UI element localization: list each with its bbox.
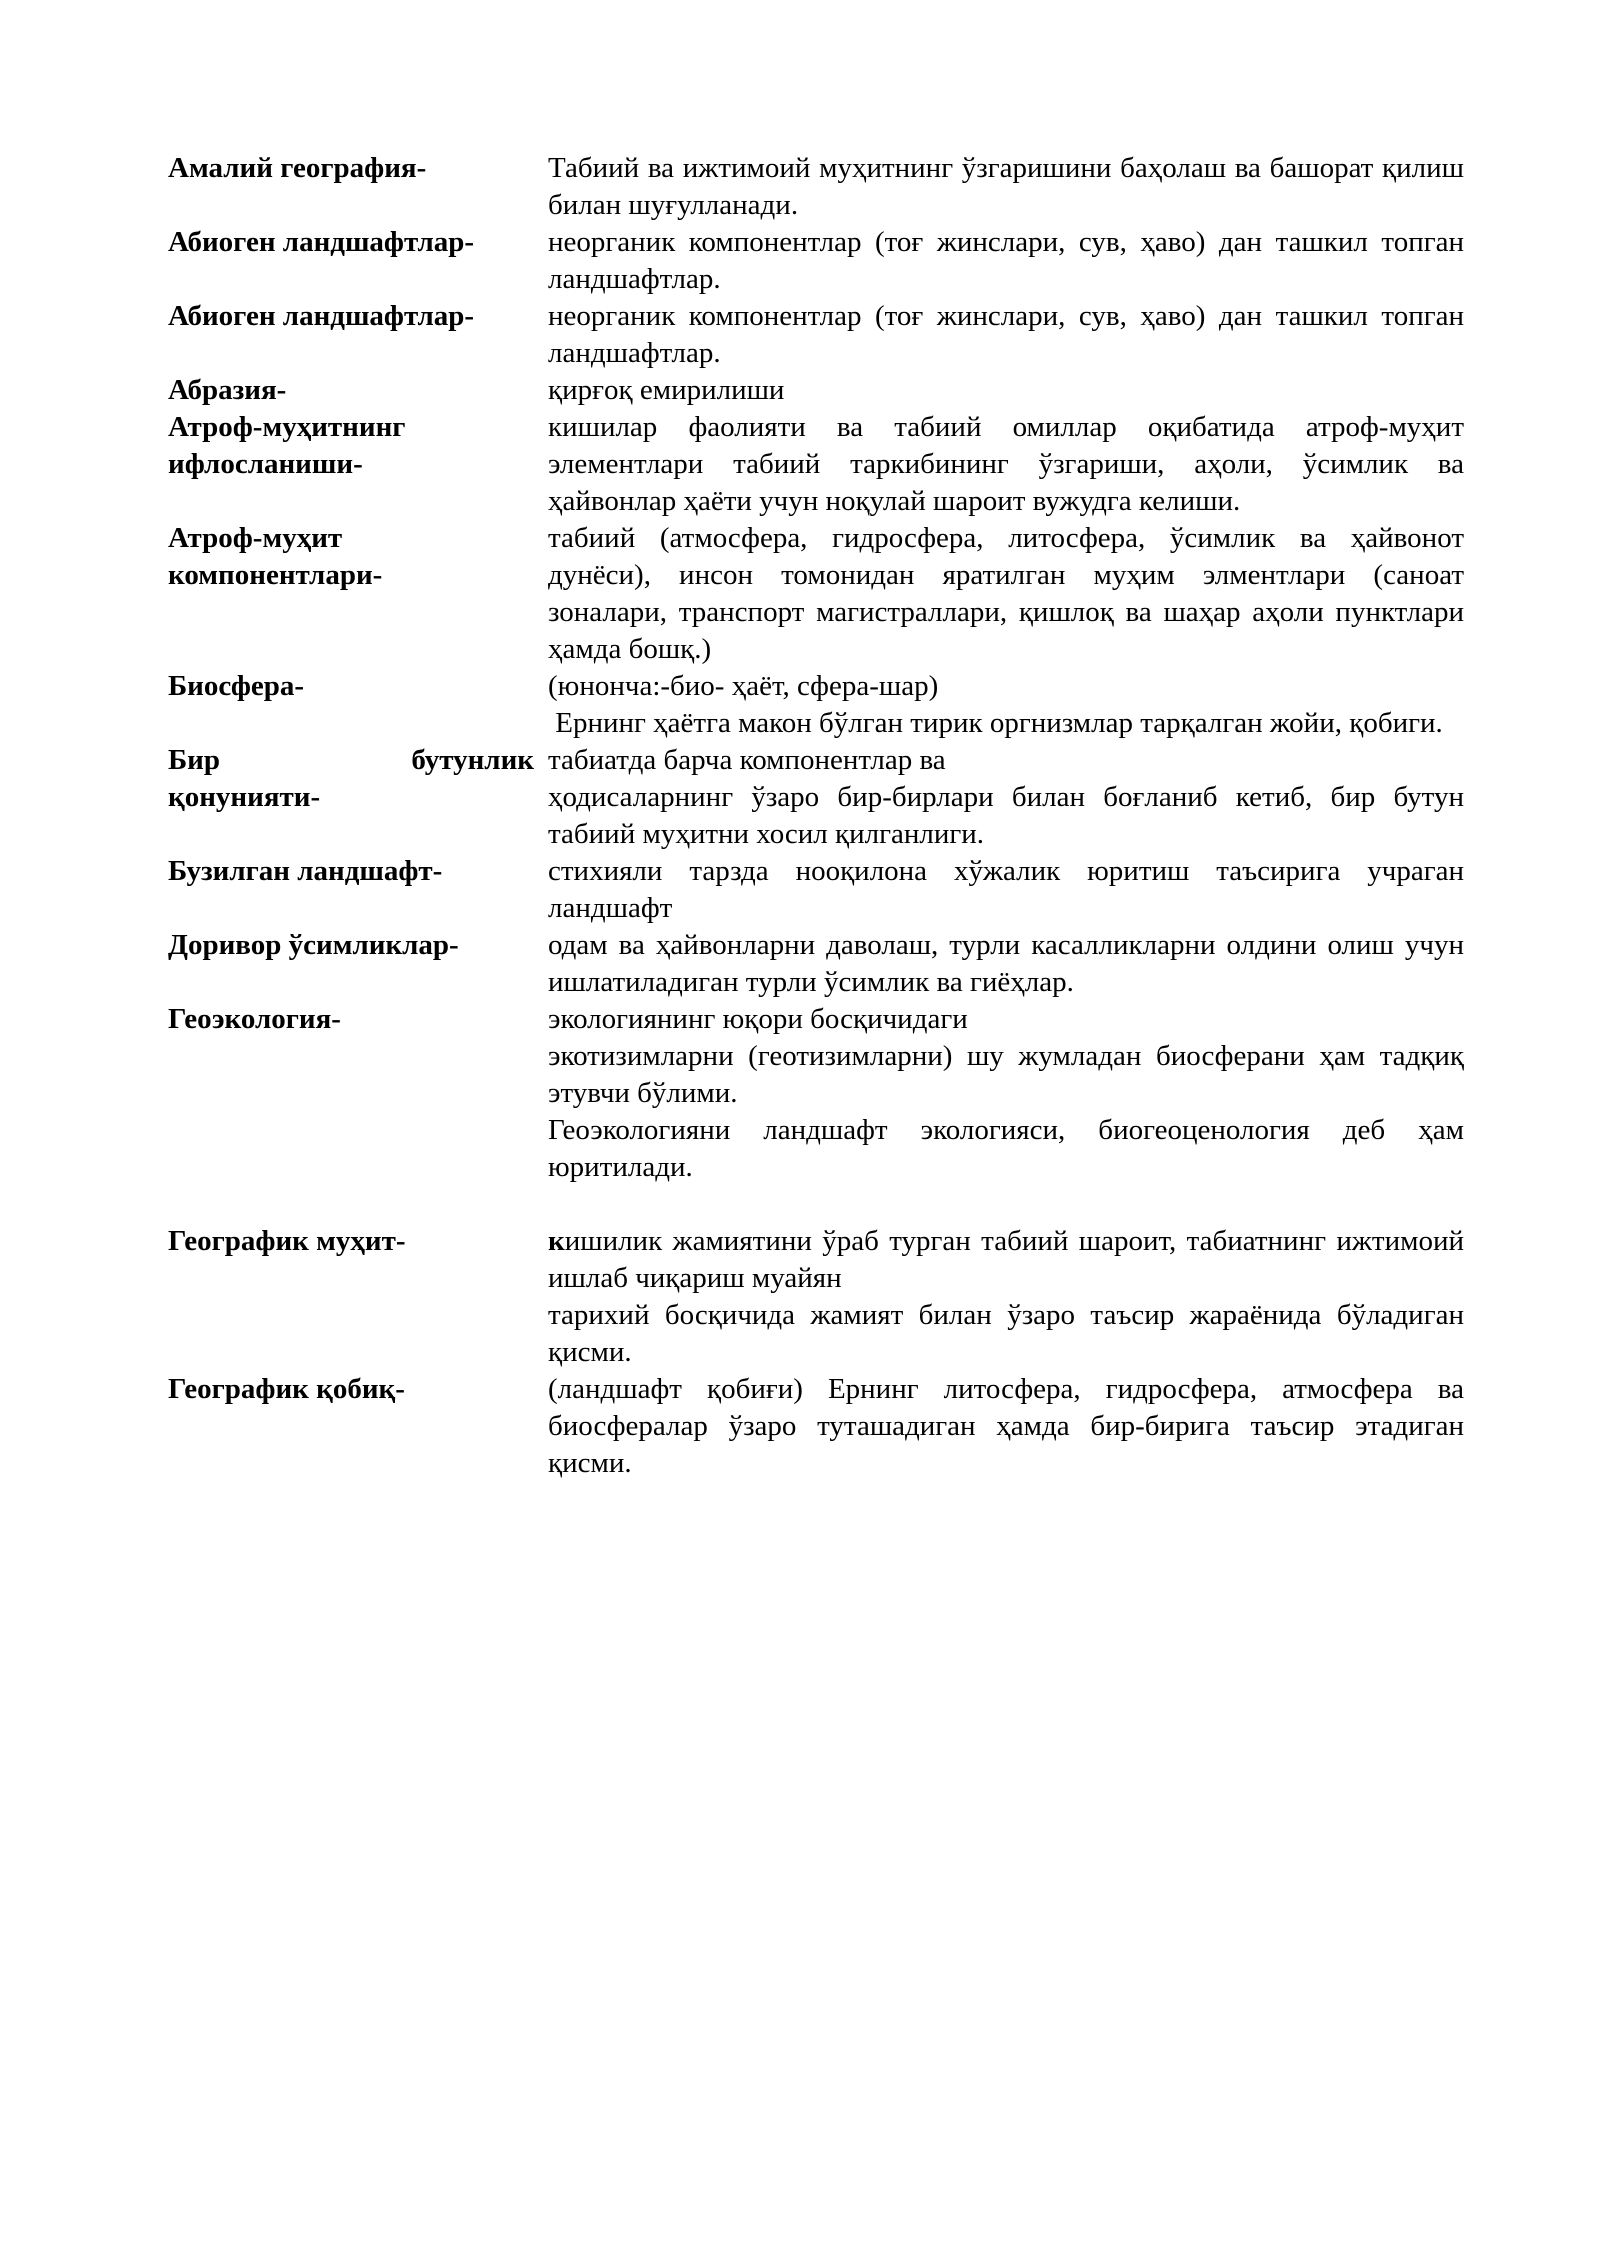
glossary-entry bbox=[168, 224, 1464, 298]
definition-text-rest: ишилик жамиятини ўраб турган табиий шароит, табиатнинг ижтимоий ишлаб чиқариш муайян bbox=[548, 1225, 1464, 1294]
definition-text: табиий (атмосфера, гидросфера, литосфера, ўсимлик ва ҳайвонот дунёси), инсон томонидан яратилган муҳим элментлари (саноат зоналари, транспорт магистраллари, қишлоқ ва шаҳар аҳоли пунктлари ҳамда бошқ.) bbox=[548, 522, 1464, 665]
glossary-definition bbox=[548, 298, 1464, 372]
glossary-definition bbox=[548, 668, 1464, 742]
glossary-term: Абиоген ландшафтлар- bbox=[168, 300, 475, 332]
glossary-entry bbox=[168, 927, 1464, 1001]
glossary-entry bbox=[168, 853, 1464, 927]
definition-text: табиатда барча компонентлар ва bbox=[548, 744, 946, 776]
definition-text: тарихий босқичида жамият билан ўзаро таъсир жараёнида бўладиган қисми. bbox=[548, 1299, 1464, 1368]
glossary-definition bbox=[548, 1371, 1464, 1482]
glossary-definition bbox=[548, 927, 1464, 1001]
glossary-term: Географик қобиқ- bbox=[168, 1373, 405, 1405]
definition-text: неорганик компонентлар (тоғ жинслари, сув, ҳаво) дан ташкил топган ландшафтлар. bbox=[548, 300, 1464, 369]
glossary-definition bbox=[548, 1001, 1464, 1186]
glossary-entry bbox=[168, 668, 1464, 742]
glossary-term: Биосфера- bbox=[168, 670, 305, 702]
definition-text: одам ва ҳайвонларни даволаш, турли касалликларни олдини олиш учун ишлатиладиган турли ўсимлик ва гиёҳлар. bbox=[548, 929, 1464, 998]
glossary-term: Геоэкология- bbox=[168, 1003, 341, 1035]
definition-text: (юнонча:-био- ҳаёт, сфера-шар) bbox=[548, 670, 939, 702]
glossary-definition bbox=[548, 520, 1464, 668]
definition-text: Геоэкологияни ландшафт экологияси, биогеоценология деб ҳам юритилади. bbox=[548, 1114, 1464, 1183]
glossary-term-line: қонунияти- bbox=[168, 781, 321, 813]
glossary-definition bbox=[548, 372, 1464, 409]
definition-text: (ландшафт қобиғи) Ернинг литосфера, гидросфера, атмосфера ва биосфералар ўзаро туташадиган ҳамда бир-бирига таъсир этадиган қисми. bbox=[548, 1373, 1464, 1479]
glossary-definition bbox=[548, 150, 1464, 224]
glossary-entry bbox=[168, 520, 1464, 668]
glossary-entry bbox=[168, 1001, 1464, 1186]
glossary-term: Доривор ўсимликлар- bbox=[168, 929, 459, 961]
glossary-term-line: Бир бутунлик bbox=[168, 744, 534, 776]
glossary-definition bbox=[548, 224, 1464, 298]
glossary-definition bbox=[548, 742, 1464, 853]
glossary-entry bbox=[168, 150, 1464, 224]
glossary-term-line: ифлосланиши- bbox=[168, 448, 363, 480]
glossary-definition bbox=[548, 409, 1464, 520]
definition-text: экологиянинг юқори босқичидаги bbox=[548, 1003, 968, 1035]
glossary-term-line: Атроф-муҳитнинг bbox=[168, 411, 406, 443]
glossary-term: Амалий география- bbox=[168, 152, 427, 184]
glossary-term bbox=[168, 409, 548, 520]
blank-line bbox=[168, 1186, 1464, 1223]
definition-text: ҳодисаларнинг ўзаро бир-бирлари билан боғланиб кетиб, бир бутун табиий муҳитни хосил қилганлиги. bbox=[548, 781, 1464, 850]
glossary-term: Бузилган ландшафт- bbox=[168, 855, 443, 887]
glossary-term bbox=[168, 742, 548, 853]
definition-text: экотизимларни (геотизимларни) шу жумладан биосферани ҳам тадқиқ этувчи бўлими. bbox=[548, 1040, 1464, 1109]
definition-text: кишилар фаолияти ва табиий омиллар оқибатида атроф-муҳит элементлари табиий таркибининг ўзгариши, аҳоли, ўсимлик ва ҳайвонлар ҳаёти учун ноқулай шароит вужудга келиши. bbox=[548, 411, 1464, 517]
definition-text: қирғоқ емирилиши bbox=[548, 374, 785, 406]
glossary-definition bbox=[548, 1223, 1464, 1371]
glossary-term-line: Атроф-муҳит bbox=[168, 522, 343, 554]
glossary-entry bbox=[168, 298, 1464, 372]
glossary-term-line: компонентлари- bbox=[168, 559, 383, 591]
glossary-entry bbox=[168, 1371, 1464, 1482]
glossary-definition bbox=[548, 853, 1464, 927]
glossary-entry bbox=[168, 409, 1464, 520]
definition-text: Ернинг ҳаётга макон бўлган тирик оргнизмлар тарқалган жойи, қобиги. bbox=[548, 707, 1443, 739]
definition-lead-letter: к bbox=[548, 1225, 565, 1257]
definition-text: стихияли тарзда нооқилона хўжалик юритиш таъсирига учраган ландшафт bbox=[548, 855, 1464, 924]
glossary-entry bbox=[168, 1223, 1464, 1371]
glossary-page bbox=[168, 150, 1464, 1482]
definition-text: неорганик компонентлар (тоғ жинслари, сув, ҳаво) дан ташкил топган ландшафтлар. bbox=[548, 226, 1464, 295]
glossary-term: Абиоген ландшафтлар- bbox=[168, 226, 475, 258]
definition-text: Табиий ва ижтимоий муҳитнинг ўзгаришини баҳолаш ва башорат қилиш билан шуғулланади. bbox=[548, 152, 1464, 221]
glossary-term: Географик муҳит- bbox=[168, 1225, 406, 1257]
definition-text bbox=[548, 1223, 1464, 1297]
glossary-term bbox=[168, 520, 548, 668]
glossary-term: Абразия- bbox=[168, 374, 287, 406]
glossary-entry bbox=[168, 372, 1464, 409]
glossary-entry bbox=[168, 742, 1464, 853]
